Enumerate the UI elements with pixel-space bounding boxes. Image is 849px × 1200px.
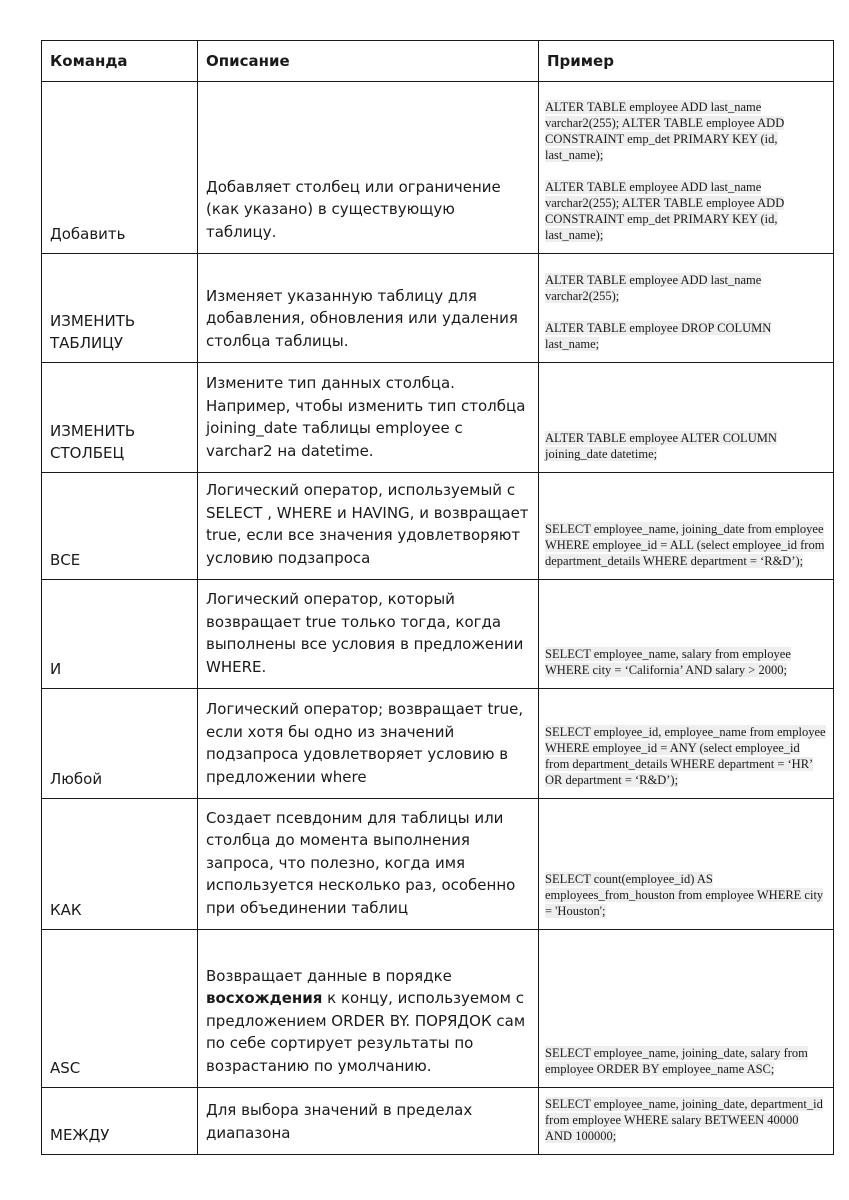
example-cell xyxy=(539,930,834,1088)
table-row xyxy=(42,254,834,363)
code-snippet: SELECT employee_name, joining_date, salary from employee ORDER BY employee_name ASC; xyxy=(545,1046,808,1076)
command-cell: МЕЖДУ xyxy=(42,1088,198,1155)
description-cell: Добавляет столбец или ограничение (как указано) в существующую таблицу. xyxy=(198,82,539,254)
code-snippet: ALTER TABLE employee ADD last_name varchar2(255); ALTER TABLE employee ADD CONSTRAINT emp_det PRIMARY KEY (id, last_name); xyxy=(545,180,785,242)
description-cell: Для выбора значений в пределах диапазона xyxy=(198,1088,539,1155)
description-cell: Логический оператор, используемый с SELECT , WHERE и HAVING, и возвращает true, если все значения удовлетворяют условию подзапроса xyxy=(198,473,539,580)
example-cell xyxy=(539,799,834,930)
table-row xyxy=(42,473,834,580)
code-snippet: ALTER TABLE employee DROP COLUMN last_name; xyxy=(545,321,772,351)
table-row xyxy=(42,82,834,254)
code-snippet: SELECT employee_name, joining_date, department_id from employee WHERE salary BETWEEN 40000 AND 100000; xyxy=(545,1097,823,1143)
code-snippet: ALTER TABLE employee ADD last_name varchar2(255); ALTER TABLE employee ADD CONSTRAINT emp_det PRIMARY KEY (id, last_name); xyxy=(545,100,785,162)
header-command: Команда xyxy=(42,41,198,82)
description-text: Возвращает данные в порядке xyxy=(206,966,452,985)
code-snippet: SELECT employee_name, salary from employee WHERE city = ‘California’ AND salary > 2000; xyxy=(545,647,791,677)
command-cell: Любой xyxy=(42,689,198,799)
example-cell xyxy=(539,82,834,254)
description-cell: Логический оператор, который возвращает true только тогда, когда выполнены все условия в предложении WHERE. xyxy=(198,580,539,689)
example-cell xyxy=(539,689,834,799)
example-cell xyxy=(539,473,834,580)
description-bold-word: восхождения xyxy=(206,989,323,1007)
description-text: к концу, используемом с предложением ORDER BY. ПОРЯДОК сам по себе сортирует результаты по возрастанию по умолчанию. xyxy=(206,989,526,1075)
table-row xyxy=(42,580,834,689)
description-cell: Измените тип данных столбца. Например, чтобы изменить тип столбца joining_date таблицы employee с varchar2 на datetime. xyxy=(198,363,539,473)
description-cell xyxy=(198,930,539,1088)
header-example: Пример xyxy=(539,41,834,82)
example-cell xyxy=(539,254,834,363)
example-cell xyxy=(539,1088,834,1155)
description-cell: Создает псевдоним для таблицы или столбца до момента выполнения запроса, что полезно, когда имя используется несколько раз, особенно при объединении таблиц xyxy=(198,799,539,930)
table-row xyxy=(42,799,834,930)
sql-commands-table xyxy=(41,40,834,1155)
table-row xyxy=(42,689,834,799)
code-snippet: SELECT employee_id, employee_name from employee WHERE employee_id = ANY (select employee_id from department_details WHERE department = ‘HR’ OR department = ‘R&D’); xyxy=(545,725,826,787)
code-snippet: ALTER TABLE employee ALTER COLUMN joining_date datetime; xyxy=(545,431,777,461)
command-cell: ИЗМЕНИТЬ ТАБЛИЦУ xyxy=(42,254,198,363)
example-cell xyxy=(539,580,834,689)
command-cell: ИЗМЕНИТЬ СТОЛБЕЦ xyxy=(42,363,198,473)
code-snippet: ALTER TABLE employee ADD last_name varchar2(255); xyxy=(545,273,762,303)
command-cell: И xyxy=(42,580,198,689)
command-cell: ASC xyxy=(42,930,198,1088)
table-row xyxy=(42,930,834,1088)
table-row xyxy=(42,363,834,473)
code-snippet: SELECT count(employee_id) AS employees_from_houston from employee WHERE city = 'Houston'; xyxy=(545,872,824,918)
example-cell xyxy=(539,363,834,473)
code-snippet: SELECT employee_name, joining_date from employee WHERE employee_id = ALL (select employee_id from department_details WHERE department = ‘R&D’); xyxy=(545,522,825,568)
command-cell: Добавить xyxy=(42,82,198,254)
command-cell: КАК xyxy=(42,799,198,930)
header-description: Описание xyxy=(198,41,539,82)
description-cell: Изменяет указанную таблицу для добавления, обновления или удаления столбца таблицы. xyxy=(198,254,539,363)
table-row xyxy=(42,1088,834,1155)
table-header-row xyxy=(42,41,834,82)
description-cell: Логический оператор; возвращает true, если хотя бы одно из значений подзапроса удовлетворяет условию в предложении where xyxy=(198,689,539,799)
command-cell: ВСЕ xyxy=(42,473,198,580)
